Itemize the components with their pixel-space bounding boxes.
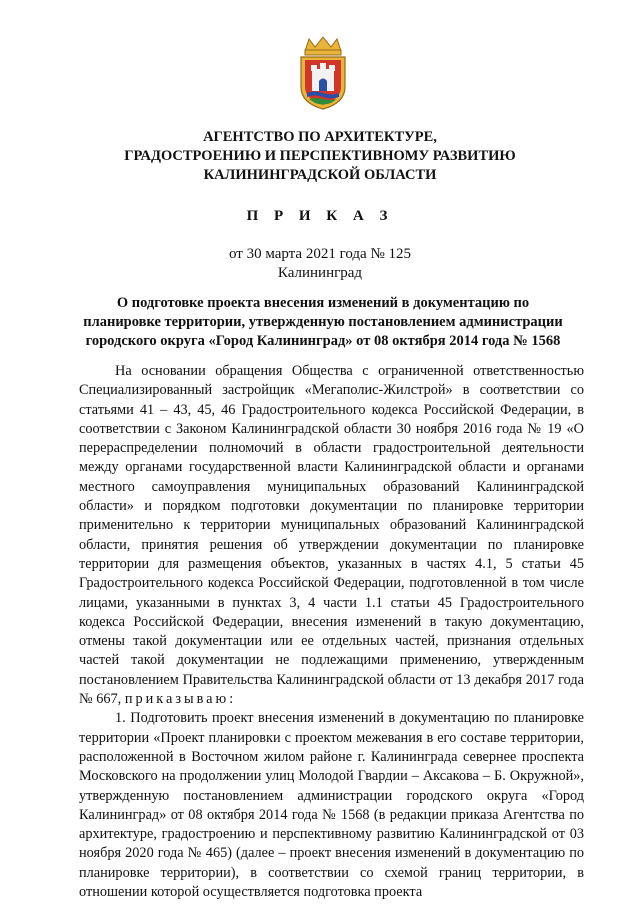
subject-line-2: планировке территории, утвержденную постановлением администрации	[83, 314, 563, 330]
subject-line-1: О подготовке проекта внесения изменений в документацию по	[116, 295, 530, 311]
agency-line-3: КАЛИНИНГРАДСКОЙ ОБЛАСТИ	[203, 167, 437, 183]
document-date-block	[60, 245, 580, 283]
order-word: приказываю:	[124, 691, 237, 708]
agency-line-1: АГЕНТСТВО ПО АРХИТЕКТУРЕ,	[203, 129, 437, 145]
document-city: Калининград	[277, 265, 363, 281]
document-type: П Р И К А З	[246, 208, 394, 224]
subject-line-3: городского округа «Город Калининград» от 08 октября 2014 года № 1568	[85, 333, 561, 349]
document-subject	[78, 294, 568, 351]
body-paragraph-2: 1. Подготовить проект внесения изменений в документацию по планировке территории «Проект планировки с проектом межевания в его составе территории, расположенной в Восточном жилом районе г. Калининграда севернее проспекта Московского на продолжении улиц Молодой Гвардии – Аксакова – Б. Окружной», утвержденную постановлением администрации городского округа «Город Калининград» от 08 октября 2014 года № 1568 (в редакции приказа Агентства по архитектуре, градостроению и перспективному развитию Калининградской от 03 ноября 2020 года № 465) (далее – проект внесения изменений в документацию по планировке территории), в соответствии со схемой границ территории, в отношении которой осуществляется подготовка проекта	[79, 710, 584, 901]
agency-line-2: ГРАДОСТРОЕНИЮ И ПЕРСПЕКТИВНОМУ РАЗВИТИЮ	[124, 148, 516, 164]
paragraph-1-text: На основании обращения Общества с ограниченной ответственностью Специализированный застройщик «Мегаполис-Жилстрой» в соответствии со статьями 41 – 43, 45, 46 Градостроительного кодекса Российской Федерации, в соответствии с Законом Калининградской области 30 ноября 2016 года № 19 «О перераспределении полномочий в области градостроительной деятельности между органами государственной власти Калининградской области и органами местного самоуправления муниципальных образований Калининградской области» и порядком подготовки документации по планировке территории применительно к территории муниципальных образований Калининградской области, принятия решения об утверждении документации по планировке территории для размещения объектов, указанных в частях 4.1, 5 статьи 45 Градостроительного кодекса Российской Федерации, подготовленной в том числе лицами, указанными в пунктах 3, 4 части 1.1 статьи 45 Градостроительного кодекса Российской Федерации, внесения изменений в такую документацию, отмены такой документации или ее отдельных частей, признания отдельных частей такой документации не подлежащими применению, утвержденным постановлением Правительства Калининградской области от 13 декабря 2017 года № 667,	[79, 363, 584, 708]
document-date-number: от 30 марта 2021 года № 125	[228, 246, 412, 262]
body-paragraph-1	[79, 362, 584, 709]
agency-name	[60, 128, 580, 185]
coat-of-arms-icon	[295, 35, 351, 111]
document-body	[79, 362, 584, 902]
